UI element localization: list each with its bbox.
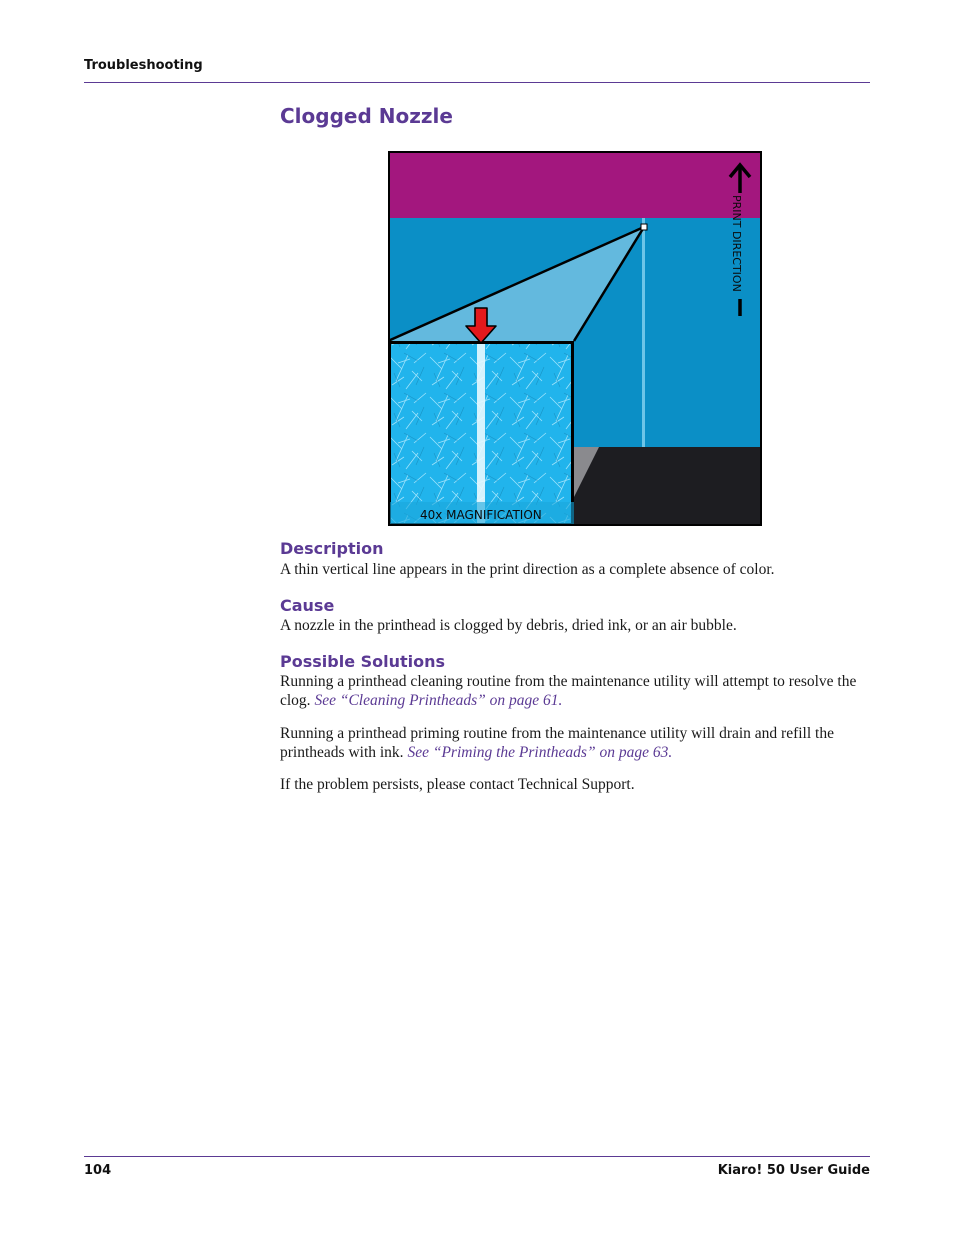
missing-nozzle-line (642, 218, 645, 447)
magenta-band (388, 151, 762, 218)
solutions-heading: Possible Solutions (280, 652, 446, 671)
cause-heading: Cause (280, 596, 335, 615)
description-heading: Description (280, 539, 384, 558)
solution-support-text: If the problem persists, please contact Technical Support. (280, 776, 635, 793)
print-direction-label: PRINT DIRECTION (730, 195, 743, 292)
page-number: 104 (84, 1163, 112, 1178)
header-rule (84, 82, 870, 83)
sample-area-marker (641, 224, 647, 230)
page-title: Clogged Nozzle (280, 104, 453, 128)
clogged-nozzle-figure (388, 151, 762, 526)
priming-printheads-link[interactable]: See “Priming the Printheads” on page 63. (407, 744, 673, 761)
solution-paragraph-cleaning (280, 672, 870, 710)
solution-priming-text: Running a printhead priming routine from the maintenance utility will drain and refill the printheads with ink. (280, 725, 834, 761)
clogged-nozzle-illustration (388, 151, 762, 526)
running-header: Troubleshooting (84, 58, 203, 73)
zoom-missing-line (477, 341, 485, 526)
magnification-label: 40x MAGNIFICATION (420, 508, 542, 522)
solution-cleaning-text: Running a printhead cleaning routine from the maintenance utility will attempt to resolve the clog. (280, 673, 857, 709)
cause-text: A nozzle in the printhead is clogged by debris, dried ink, or an air bubble. (280, 617, 737, 634)
footer-rule (84, 1156, 870, 1157)
cleaning-printheads-link[interactable]: See “Cleaning Printheads” on page 61. (314, 692, 563, 709)
description-text: A thin vertical line appears in the print direction as a complete absence of color. (280, 561, 775, 578)
solution-paragraph-priming (280, 724, 870, 762)
guide-title: Kiaro! 50 User Guide (717, 1163, 870, 1178)
